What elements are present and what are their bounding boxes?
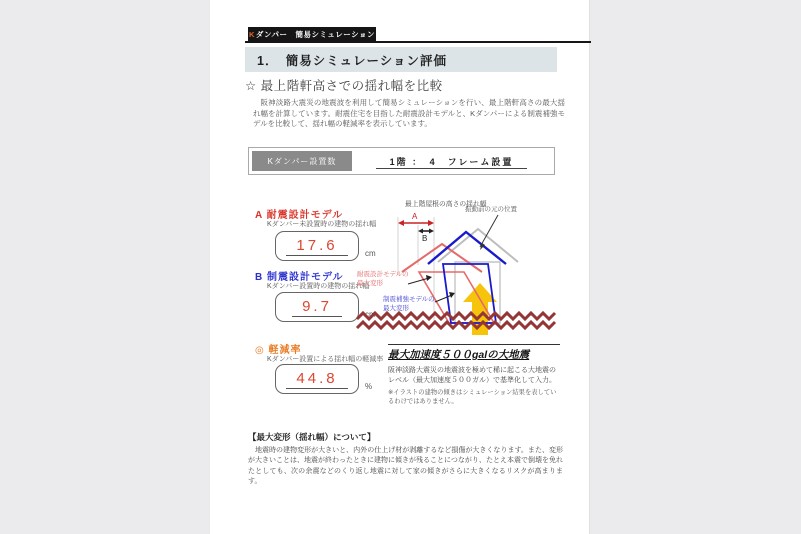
quake-info-box [388, 344, 560, 406]
quake-body: 阪神淡路大震災の地震波を極めて稀に起こる大地震のレベル（最大加速度５００ガル）で基準化して入力。 [388, 367, 556, 384]
label-taishin-line2: 最大変形 [357, 280, 383, 287]
reduction-desc: Kダンパー設置による揺れ幅の軽減率 [267, 356, 384, 363]
quake-heading-text: 最大加速度５００galの大地震 [388, 349, 530, 361]
tab-label: ダンパー 簡易シミュレーション [255, 29, 376, 39]
document-page [210, 0, 590, 534]
dim-b-arrowhead-left [418, 229, 423, 234]
footnote-block [248, 431, 563, 488]
dim-b-label: B [422, 234, 428, 243]
intro-paragraph: 阪神淡路大震災の地震波を利用して簡易シミュレーションを行い、最上階軒高さの最大揺れ幅を計算しています。耐震住宅を目指した耐震設計モデルと、Kダンパーによる制震補強モデルを比較して、揺れ幅の軽減率を表示しています。 [253, 98, 565, 129]
result-a-marker: A [255, 210, 263, 221]
top-rule [245, 41, 591, 43]
label-seishin-line1: 制震補強モデルの [383, 296, 435, 303]
damper-count-value: 1階 ： 4 フレーム設置 [376, 157, 528, 169]
dim-a-label: A [412, 212, 418, 221]
reduction-name: 軽減率 [268, 345, 302, 356]
damper-count-label: Kダンパー設置数 [252, 151, 352, 171]
result-b-desc: Kダンパー設置時の建物の揺れ幅 [267, 283, 370, 290]
result-b-valuebox [275, 292, 359, 322]
reduction-unit: % [365, 382, 373, 391]
sway-diagram [355, 195, 560, 335]
reduction-value: 44.8 [286, 370, 347, 389]
label-original-position: 振動前の元の位置 [465, 206, 517, 213]
damper-count-value-wrap [352, 152, 551, 170]
result-a-valuebox [275, 231, 359, 261]
pointer-seishin [435, 295, 452, 302]
quake-heading [388, 344, 560, 362]
label-seishin-line2: 最大変形 [383, 305, 409, 312]
reduction-marker: ◎ [255, 345, 265, 356]
label-taishin-line1: 耐震設計モデルの [357, 271, 409, 278]
footnote-heading: 【最大変形（揺れ幅）について】 [248, 432, 376, 442]
ground-zigzag-bottom [357, 322, 555, 328]
result-a-name: 耐震設計モデル [266, 210, 344, 221]
dim-a-arrowhead-right [428, 220, 434, 226]
dim-a-arrowhead-left [398, 220, 404, 226]
result-b-value: 9.7 [292, 298, 342, 317]
pointer-seishin-arrowhead [449, 292, 455, 298]
result-a-unit: cm [365, 249, 376, 258]
result-a-desc: Kダンパー未設置時の建物の揺れ幅 [267, 221, 377, 228]
reduction-valuebox [275, 364, 359, 394]
damper-count-box [248, 147, 555, 175]
diagram-caption: 最上階屋根の高さの揺れ幅 [405, 201, 487, 208]
section-tab [248, 27, 376, 41]
result-b-marker: B [255, 272, 264, 283]
footnote-body: 地震時の建物変形が大きいと、内外の仕上げ材が剥離するなど損傷が大きくなります。また、変形が大きいことは、地震が終わったときに建物に傾きが残ることにつながり、たとえ本震で倒壊を免れたとしても、次の余震などのくり返し地震に対して家の傾きがさらに大きくなるリスクが高まります。 [248, 447, 563, 486]
tab-k-label: K [248, 29, 255, 39]
quake-note: ※イラストの建物の傾きはシミュレーション結果を表しているわけではありません。 [388, 389, 557, 405]
ground-zigzag-top [357, 313, 555, 319]
result-b-unit: cm [365, 310, 376, 319]
page-title: 1． 簡易シミュレーション評価 [245, 47, 557, 72]
section-subtitle: ☆ 最上階軒高さでの揺れ幅を比較 [245, 79, 443, 93]
pointer-taishin-arrowhead [426, 275, 432, 281]
result-a-value: 17.6 [286, 237, 347, 256]
result-b-name: 制震設計モデル [267, 272, 344, 283]
dim-b-arrowhead-right [429, 229, 434, 234]
